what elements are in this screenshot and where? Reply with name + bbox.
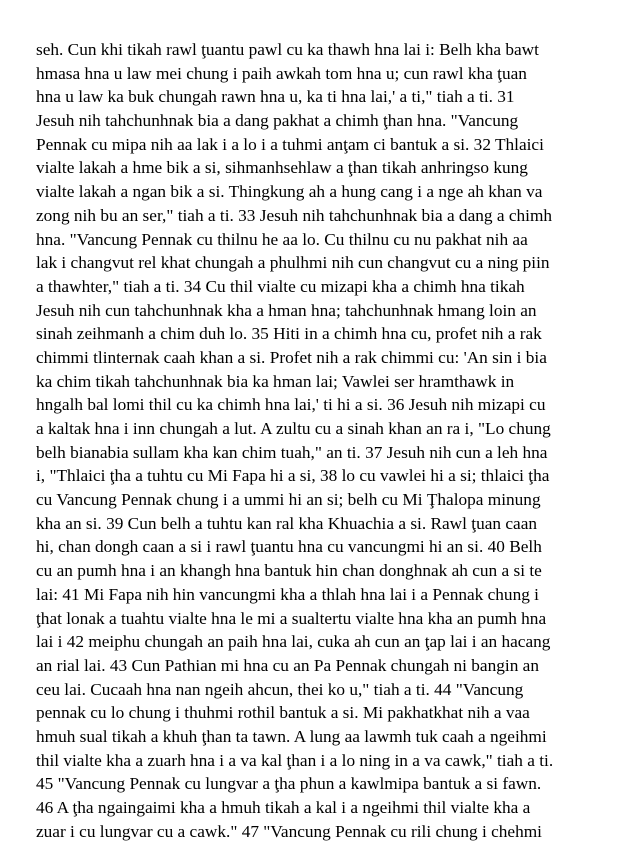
text-line: zong nih bu an ser," tiah a ti. 33 Jesuh nih tahchunhnak bia a dang a chimh xyxy=(36,205,553,225)
text-line: thil vialte kha a zuarh hna i a va kal ţhan i a lo ning in a va cawk," tiah a ti. xyxy=(36,750,554,770)
text-line: cu an pumh hna i an khangh hna bantuk hin chan donghnak ah cun a si te xyxy=(36,561,542,581)
text-line: sinah zeihmanh a chim duh lo. 35 Hiti in a chimh hna cu, profet nih a rak xyxy=(36,324,542,344)
text-line: 45 "Vancung Pennak cu lungvar a ţha phun a kawlmipa bantuk a si fawn. xyxy=(36,774,542,794)
text-line: a kaltak hna i inn chungah a lut. A zultu cu a sinah khan an ra i, "Lo chung xyxy=(36,419,551,438)
text-line: Jesuh nih cun tahchunhnak kha a hman hna; tahchunhnak hmang loin an xyxy=(36,300,537,320)
text-line: a thawhter," tiah a ti. 34 Cu thil vialte cu mizapi kha a chimh hna tikah xyxy=(36,276,525,296)
text-line: hi, chan dongh caan a si i rawl ţuantu hna cu vancungmi hi an si. 40 Belh xyxy=(36,537,542,557)
text-line: ka chim tikah tahchunhnak bia ka hman lai; Vawlei ser hramthawk in xyxy=(36,371,515,391)
text-line: an rial lai. 43 Cun Pathian mi hna cu an Pa Pennak chungah ni bangin an xyxy=(36,655,539,675)
text-line: i, "Thlaici ţha a tuhtu cu Mi Fapa hi a si, 38 lo cu vawlei hi a si; thlaici ţha xyxy=(36,466,550,486)
text-line: hngalh bal lomi thil cu ka chimh hna lai,' ti hi a si. 36 Jesuh nih mizapi cu xyxy=(36,395,546,415)
text-line: hna u law ka buk chungah rawn hna u, ka ti hna lai,' a ti," tiah a ti. 31 xyxy=(36,87,515,107)
text-line: hmuh sual tikah a khuh ţhan ta tawn. A lung aa lawmh tuk caah a ngeihmi xyxy=(36,726,547,746)
text-line: Jesuh nih tahchunhnak bia a dang pakhat a chimh ţhan hna. "Vancung xyxy=(36,111,519,131)
text-line: 46 A ţha ngaingaimi kha a hmuh tikah a kal i a ngeihmi thil vialte kha a xyxy=(36,798,531,817)
text-line: lak i changvut rel khat chungah a phulhmi nih cun changvut cu a ning piin xyxy=(36,253,550,273)
text-line: belh bianabia sullam kha kan chim tuah," an ti. 37 Jesuh nih cun a leh hna xyxy=(36,442,548,462)
text-line: zuar i cu lungvar cu a cawk." 47 "Vancung Pennak cu rili chung i chehmi xyxy=(36,821,542,841)
text-line: seh. Cun khi tikah rawl ţuantu pawl cu ka thawh hna lai i: Belh kha bawt xyxy=(36,40,539,59)
text-line: hna. "Vancung Pennak cu thilnu he aa lo. Cu thilnu cu nu pakhat nih aa xyxy=(36,229,528,249)
text-line: lai: 41 Mi Fapa nih hin vancungmi kha a thlah hna lai i a Pennak chung i xyxy=(36,584,539,604)
text-line: lai i 42 meiphu chungah an paih hna lai, cuka ah cun an ţap lai i an hacang xyxy=(36,632,551,652)
body-text xyxy=(36,38,636,843)
text-line: Pennak cu mipa nih aa lak i a lo i a tuhmi anţam ci bantuk a si. 32 Thlaici xyxy=(36,134,544,154)
text-line: ţhat lonak a tuahtu vialte hna le mi a sualtertu vialte hna kha an pumh hna xyxy=(36,608,547,628)
text-line: kha an si. 39 Cun belh a tuhtu kan ral kha Khuachia a si. Rawl ţuan caan xyxy=(36,513,538,533)
text-line: cu Vancung Pennak chung i a ummi hi an si; belh cu Mi Ţhalopa minung xyxy=(36,490,541,510)
text-line: pennak cu lo chung i thuhmi rothil bantuk a si. Mi pakhatkhat nih a vaa xyxy=(36,703,530,723)
text-line: vialte lakah a hme bik a si, sihmanhsehlaw a ţhan tikah anhringso kung xyxy=(36,158,528,178)
text-line: ceu lai. Cucaah hna nan ngeih ahcun, thei ko u," tiah a ti. 44 "Vancung xyxy=(36,679,524,699)
text-line: hmasa hna u law mei chung i paih awkah tom hna u; cun rawl kha ţuan xyxy=(36,63,527,83)
text-line: chimmi tlinternak caah khan a si. Profet nih a rak chimmi cu: 'An sin i bia xyxy=(36,347,547,367)
text-line: vialte lakah a ngan bik a si. Thingkung ah a hung cang i a nge ah khan va xyxy=(36,182,543,202)
